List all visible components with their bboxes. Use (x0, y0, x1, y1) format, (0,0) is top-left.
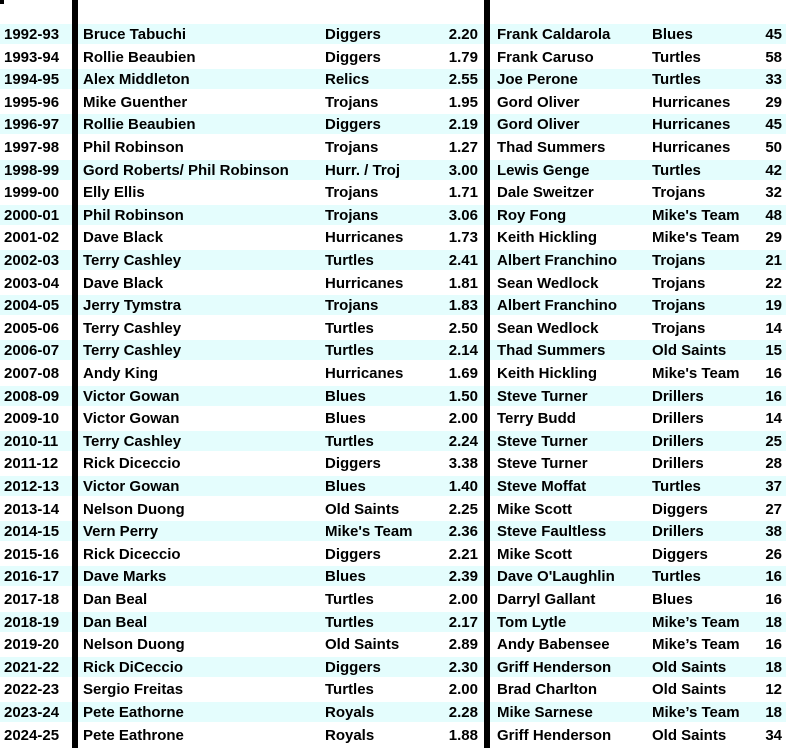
scorer-team-cell: Old Saints (652, 658, 727, 676)
gaa-cell: 2.25 (448, 500, 478, 518)
goalie-name-cell: Rick Diceccio (83, 455, 181, 473)
goalie-name-cell: Pete Eathorne (83, 704, 184, 721)
points-cell: 15 (765, 342, 782, 360)
scorer-name-cell: Steve Moffat (497, 478, 587, 495)
goalie-name-cell: Andy King (83, 365, 158, 382)
table-row (0, 181, 786, 202)
points-cell: 33 (765, 71, 782, 89)
scorer-team-cell: Mike's Team (652, 229, 740, 247)
scorer-name-cell: Keith Hickling (497, 229, 598, 247)
table-row (0, 23, 786, 44)
gaa-cell: 2.17 (448, 613, 478, 631)
scorer-name-cell: Frank Caldarola (497, 26, 611, 43)
goalie-name-cell: Phil Robinson (83, 206, 184, 224)
goalie-team-cell: Mike's Team (325, 523, 413, 541)
table-row (0, 113, 786, 134)
goalie-name-cell: Alex Middleton (83, 71, 190, 89)
scorer-team-cell: Mike's Team (652, 365, 740, 382)
scorer-name-cell: Steve Turner (497, 387, 588, 405)
scorer-team-cell: Old Saints (652, 342, 727, 360)
table-row (0, 339, 786, 360)
gaa-cell: 2.14 (448, 342, 478, 360)
goalie-team-cell: Turtles (325, 342, 374, 360)
goalie-team-cell: Turtles (325, 613, 374, 631)
goalie-name-cell: Terry Cashley (83, 342, 182, 360)
table-row (0, 226, 786, 247)
table-row (0, 68, 786, 89)
goalie-team-cell: Blues (325, 410, 366, 428)
goalie-name-cell: Rick Diceccio (83, 545, 181, 563)
scorer-name-cell: Andy Babensee (497, 636, 610, 654)
goalie-team-cell: Hurr. / Troj (325, 161, 401, 179)
table-header-strip (0, 0, 786, 23)
scorer-name-cell: Terry Budd (497, 410, 576, 428)
season-cell: 2022-23 (4, 681, 60, 699)
season-cell: 2023-24 (4, 704, 60, 721)
goalie-name-cell: Dan Beal (83, 591, 148, 608)
goalie-team-cell: Diggers (325, 455, 381, 473)
scorer-team-cell: Diggers (652, 500, 708, 518)
scorer-name-cell: Sean Wedlock (497, 319, 599, 337)
gaa-cell: 2.00 (448, 681, 478, 699)
goalie-team-cell: Royals (325, 704, 375, 721)
table-row (0, 588, 786, 609)
scorer-team-cell: Turtles (652, 48, 701, 66)
table-row (0, 91, 786, 112)
scorer-team-cell: Drillers (652, 523, 704, 541)
points-cell: 12 (765, 681, 782, 699)
scorer-name-cell: Dale Sweitzer (497, 184, 594, 202)
season-cell: 1995-96 (4, 93, 60, 111)
goalie-team-cell: Hurricanes (325, 229, 404, 247)
table-row (0, 46, 786, 67)
goalie-name-cell: Nelson Duong (83, 500, 185, 518)
table-row (0, 294, 786, 315)
season-cell: 2009-10 (4, 410, 60, 428)
scorer-name-cell: Steve Turner (497, 455, 588, 473)
gaa-cell: 1.50 (448, 387, 478, 405)
season-cell: 2018-19 (4, 613, 60, 631)
scorer-name-cell: Mike Scott (497, 500, 573, 518)
season-cell: 2016-17 (4, 568, 60, 586)
season-cell: 2008-09 (4, 387, 60, 405)
scorer-name-cell: Joe Perone (497, 71, 578, 89)
goalie-name-cell: Pete Eathrone (83, 726, 184, 744)
scorer-team-cell: Trojans (652, 274, 706, 292)
scorer-name-cell: Gord Oliver (497, 93, 580, 111)
gaa-cell: 2.24 (448, 432, 478, 450)
gaa-cell: 1.79 (448, 48, 478, 66)
gaa-cell: 1.88 (448, 726, 478, 744)
scorer-name-cell: Thad Summers (497, 342, 606, 360)
scorer-name-cell: Mike Scott (497, 545, 573, 563)
season-cell: 2004-05 (4, 297, 60, 315)
points-cell: 32 (765, 184, 782, 202)
goalie-team-cell: Trojans (325, 297, 379, 315)
scorer-name-cell: Brad Charlton (497, 681, 598, 699)
season-cell: 2006-07 (4, 342, 60, 360)
table-row (0, 565, 786, 586)
table-row (0, 452, 786, 473)
scorer-name-cell: Tom Lytle (497, 613, 567, 631)
scorer-team-cell: Drillers (652, 410, 704, 428)
goalie-name-cell: Terry Cashley (83, 319, 182, 337)
season-cell: 2000-01 (4, 206, 60, 224)
scorer-team-cell: Drillers (652, 455, 704, 473)
goalie-team-cell: Diggers (325, 658, 381, 676)
points-cell: 45 (765, 26, 782, 43)
points-cell: 27 (765, 500, 782, 518)
goalie-name-cell: Elly Ellis (83, 184, 145, 202)
gaa-cell: 2.19 (448, 116, 478, 134)
points-cell: 48 (765, 206, 782, 224)
points-cell: 28 (765, 455, 782, 473)
scorer-name-cell: Griff Henderson (497, 658, 612, 676)
scorer-name-cell: Darryl Gallant (497, 591, 596, 608)
season-cell: 1996-97 (4, 116, 60, 134)
table-row (0, 204, 786, 225)
goalie-name-cell: Dave Black (83, 274, 164, 292)
points-cell: 18 (765, 704, 782, 721)
table-row (0, 272, 786, 293)
scorer-name-cell: Keith Hickling (497, 365, 598, 382)
points-cell: 16 (765, 591, 782, 608)
points-cell: 18 (765, 613, 782, 631)
points-cell: 16 (765, 365, 782, 382)
goalie-team-cell: Diggers (325, 545, 381, 563)
goalie-name-cell: Terry Cashley (83, 432, 182, 450)
scorer-name-cell: Roy Fong (497, 206, 567, 224)
season-cell: 1993-94 (4, 48, 60, 66)
table-row (0, 520, 786, 541)
goalie-team-cell: Blues (325, 478, 366, 495)
gaa-cell: 1.27 (448, 139, 478, 156)
goalie-name-cell: Victor Gowan (83, 478, 180, 495)
season-cell: 2014-15 (4, 523, 60, 541)
points-cell: 18 (765, 658, 782, 676)
goalie-name-cell: Terry Cashley (83, 252, 182, 269)
gaa-cell: 3.00 (448, 161, 478, 179)
goalie-team-cell: Hurricanes (325, 365, 404, 382)
points-cell: 58 (765, 48, 782, 66)
goalie-team-cell: Diggers (325, 116, 381, 134)
scorer-team-cell: Trojans (652, 319, 706, 337)
table-row (0, 498, 786, 519)
points-cell: 34 (765, 726, 782, 744)
goalie-name-cell: Victor Gowan (83, 410, 180, 428)
table-row (0, 362, 786, 383)
goalie-name-cell: Rollie Beaubien (83, 116, 196, 134)
goalie-team-cell: Blues (325, 568, 366, 586)
points-cell: 42 (765, 161, 782, 179)
season-cell: 2017-18 (4, 591, 60, 608)
season-cell: 2010-11 (4, 432, 59, 450)
gaa-cell: 2.36 (448, 523, 478, 541)
scorer-team-cell: Diggers (652, 545, 708, 563)
gaa-cell: 2.55 (448, 71, 478, 89)
scorer-name-cell: Thad Summers (497, 139, 606, 156)
goalie-name-cell: Dave Black (83, 229, 164, 247)
goalie-name-cell: Rollie Beaubien (83, 48, 196, 66)
gaa-cell: 1.40 (448, 478, 478, 495)
goalie-team-cell: Turtles (325, 252, 374, 269)
scorer-name-cell: Albert Franchino (497, 297, 618, 315)
scorer-team-cell: Turtles (652, 478, 701, 495)
table-row (0, 159, 786, 180)
goalie-team-cell: Hurricanes (325, 274, 404, 292)
gaa-cell: 1.83 (448, 297, 478, 315)
scorer-team-cell: Turtles (652, 161, 701, 179)
gaa-cell: 3.38 (448, 455, 478, 473)
scorer-team-cell: Blues (652, 26, 693, 43)
table-row (0, 475, 786, 496)
scorer-name-cell: Albert Franchino (497, 252, 618, 269)
gaa-cell: 2.28 (448, 704, 478, 721)
scorer-team-cell: Mike’s Team (652, 704, 740, 721)
season-cell: 2002-03 (4, 252, 60, 269)
scorer-name-cell: Frank Caruso (497, 48, 594, 66)
points-cell: 29 (765, 229, 782, 247)
season-cell: 2001-02 (4, 229, 60, 247)
gaa-cell: 1.95 (448, 93, 478, 111)
goalie-team-cell: Trojans (325, 206, 379, 224)
scorer-name-cell: Steve Turner (497, 432, 588, 450)
table-row (0, 633, 786, 654)
table-row (0, 656, 786, 677)
season-cell: 1998-99 (4, 161, 60, 179)
gaa-cell: 2.21 (448, 545, 478, 563)
table-row (0, 678, 786, 699)
scorer-name-cell: Steve Faultless (497, 523, 607, 541)
season-cell: 1997-98 (4, 139, 60, 156)
table-row (0, 407, 786, 428)
table-row (0, 136, 786, 157)
scorer-name-cell: Griff Henderson (497, 726, 612, 744)
scorer-team-cell: Drillers (652, 387, 704, 405)
points-cell: 22 (765, 274, 782, 292)
goalie-team-cell: Diggers (325, 48, 381, 66)
scorer-team-cell: Drillers (652, 432, 704, 450)
divider-left (72, 0, 78, 748)
points-cell: 26 (765, 545, 782, 563)
scorer-name-cell: Dave O'Laughlin (497, 568, 615, 586)
gaa-cell: 2.20 (448, 26, 478, 43)
scorer-team-cell: Hurricanes (652, 139, 731, 156)
scorer-name-cell: Lewis Genge (497, 161, 590, 179)
scorer-team-cell: Mike's Team (652, 206, 740, 224)
gaa-cell: 1.69 (448, 365, 478, 382)
gaa-cell: 2.39 (448, 568, 478, 586)
season-cell: 2007-08 (4, 365, 60, 382)
goalie-team-cell: Turtles (325, 432, 374, 450)
scorer-team-cell: Turtles (652, 568, 701, 586)
scorer-team-cell: Mike’s Team (652, 636, 740, 654)
scorer-team-cell: Trojans (652, 252, 706, 269)
points-cell: 29 (765, 93, 782, 111)
season-cell: 2013-14 (4, 500, 60, 518)
goalie-team-cell: Trojans (325, 184, 379, 202)
goalie-team-cell: Relics (325, 71, 370, 89)
gaa-cell: 1.81 (448, 274, 478, 292)
season-cell: 1992-93 (4, 26, 60, 43)
season-cell: 1999-00 (4, 184, 60, 202)
goalie-team-cell: Old Saints (325, 500, 400, 518)
scorer-team-cell: Old Saints (652, 726, 727, 744)
goalie-name-cell: Phil Robinson (83, 139, 184, 156)
scorer-team-cell: Trojans (652, 297, 706, 315)
table-row (0, 701, 786, 722)
points-cell: 21 (765, 252, 782, 269)
goalie-team-cell: Trojans (325, 93, 379, 111)
goalie-team-cell: Trojans (325, 139, 379, 156)
goalie-name-cell: Jerry Tymstra (83, 297, 182, 315)
gaa-cell: 2.41 (448, 252, 478, 269)
corner-mark (0, 0, 4, 4)
divider-middle (484, 0, 490, 748)
goalie-name-cell: Vern Perry (83, 523, 159, 541)
table-row (0, 430, 786, 451)
scorer-team-cell: Turtles (652, 71, 701, 89)
goalie-team-cell: Turtles (325, 591, 374, 608)
points-cell: 25 (765, 432, 782, 450)
gaa-cell: 2.00 (448, 410, 478, 428)
goalie-team-cell: Old Saints (325, 636, 400, 654)
season-cell: 1994-95 (4, 71, 60, 89)
table-row (0, 543, 786, 564)
goalie-name-cell: Sergio Freitas (83, 681, 184, 699)
scorer-name-cell: Mike Sarnese (497, 704, 593, 721)
scorer-team-cell: Mike’s Team (652, 613, 740, 631)
scorer-team-cell: Hurricanes (652, 93, 731, 111)
table-row (0, 317, 786, 338)
points-cell: 38 (765, 523, 782, 541)
season-cell: 2003-04 (4, 274, 60, 292)
points-cell: 19 (765, 297, 782, 315)
goalie-name-cell: Rick DiCeccio (83, 658, 184, 676)
points-cell: 16 (765, 636, 782, 654)
scorer-team-cell: Old Saints (652, 681, 727, 699)
gaa-cell: 2.89 (448, 636, 478, 654)
points-cell: 45 (765, 116, 782, 134)
table-row (0, 385, 786, 406)
scorer-team-cell: Hurricanes (652, 116, 731, 134)
table-row (0, 724, 786, 745)
scorer-team-cell: Trojans (652, 184, 706, 202)
points-cell: 50 (765, 139, 782, 156)
gaa-cell: 1.73 (448, 229, 478, 247)
goalie-name-cell: Dan Beal (83, 613, 148, 631)
table-row (0, 611, 786, 632)
scorer-name-cell: Sean Wedlock (497, 274, 599, 292)
points-cell: 37 (765, 478, 782, 495)
goalie-team-cell: Diggers (325, 26, 381, 43)
goalie-team-cell: Blues (325, 387, 366, 405)
goalie-team-cell: Turtles (325, 681, 374, 699)
gaa-cell: 1.71 (448, 184, 478, 202)
season-cell: 2024-25 (4, 726, 60, 744)
points-cell: 16 (765, 568, 782, 586)
goalie-name-cell: Bruce Tabuchi (83, 26, 187, 43)
gaa-cell: 2.00 (448, 591, 478, 608)
season-cell: 2012-13 (4, 478, 60, 495)
goalie-team-cell: Turtles (325, 319, 374, 337)
season-cell: 2021-22 (4, 658, 60, 676)
goalie-name-cell: Dave Marks (83, 568, 167, 586)
gaa-cell: 3.06 (448, 206, 478, 224)
scorer-team-cell: Blues (652, 591, 693, 608)
goalie-name-cell: Nelson Duong (83, 636, 185, 654)
points-cell: 14 (765, 410, 782, 428)
season-cell: 2015-16 (4, 545, 60, 563)
gaa-cell: 2.30 (448, 658, 478, 676)
goalie-team-cell: Royals (325, 726, 375, 744)
table-row (0, 249, 786, 270)
gaa-cell: 2.50 (448, 319, 478, 337)
goalie-name-cell: Gord Roberts/ Phil Robinson (83, 161, 289, 179)
season-cell: 2005-06 (4, 319, 60, 337)
goalie-name-cell: Mike Guenther (83, 93, 188, 111)
goalie-name-cell: Victor Gowan (83, 387, 180, 405)
season-cell: 2011-12 (4, 455, 59, 473)
points-cell: 16 (765, 387, 782, 405)
scorer-name-cell: Gord Oliver (497, 116, 580, 134)
points-cell: 14 (765, 319, 782, 337)
season-cell: 2019-20 (4, 636, 60, 654)
